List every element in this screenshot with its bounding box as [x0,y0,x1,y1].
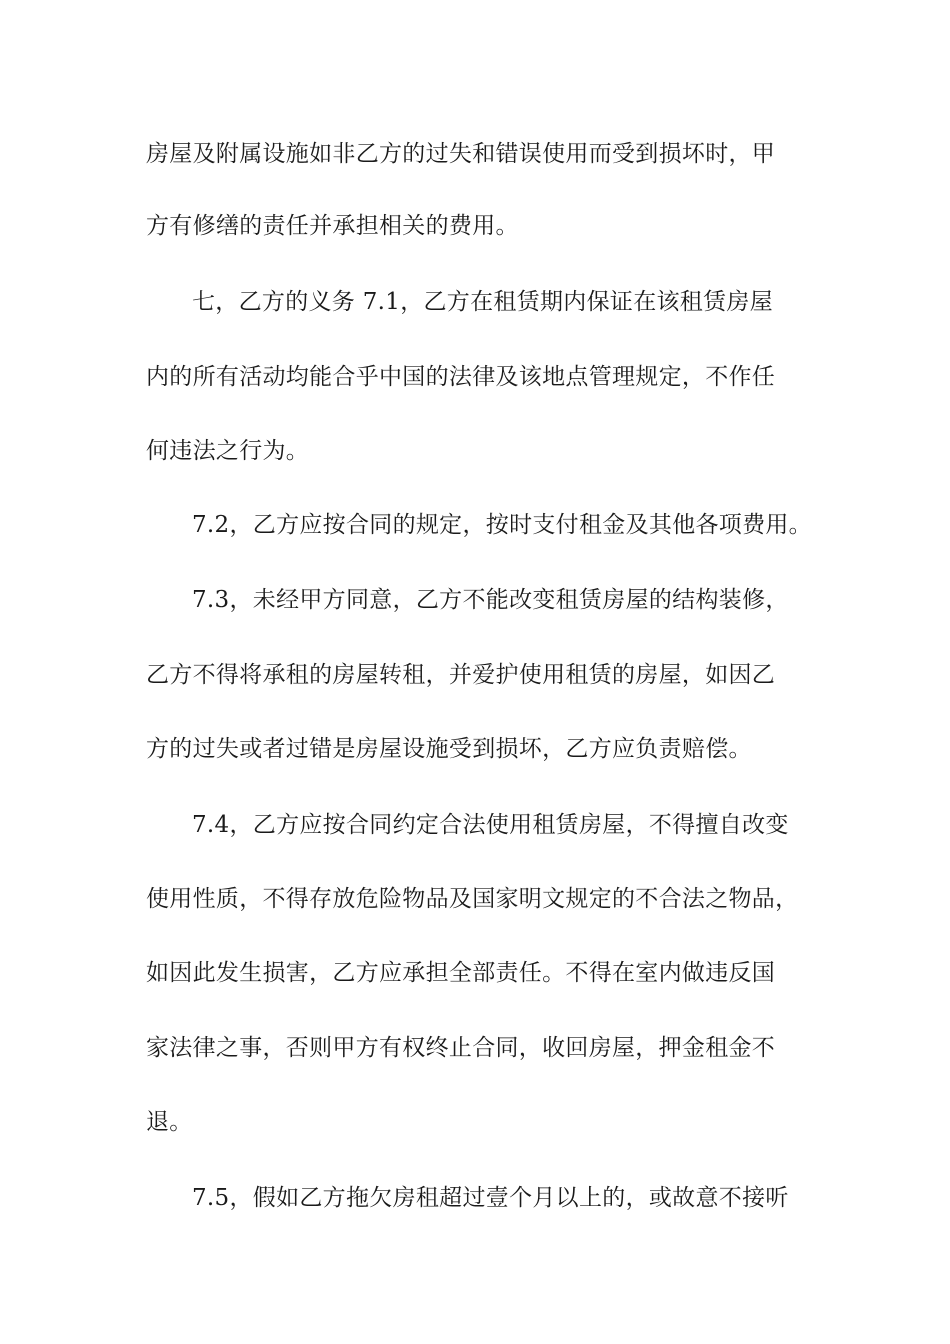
text-line: 退。 [146,1109,193,1135]
text-line: 家法律之事，否则甲方有权终止合同，收回房屋，押金租金不 [146,1035,776,1061]
text-line: 使用性质，不得存放危险物品及国家明文规定的不合法之物品， [146,886,799,912]
text-line: 如因此发生损害，乙方应承担全部责任。不得在室内做违反国 [146,960,776,986]
text-line: 7.5，假如乙方拖欠房租超过壹个月以上的，或故意不接听 [192,1185,789,1211]
text-line: 7.4，乙方应按合同约定合法使用租赁房屋，不得擅自改变 [192,812,789,838]
text-line: 房屋及附属设施如非乙方的过失和错误使用而受到损坏时，甲 [146,141,776,167]
text-line: 7.3，未经甲方同意，乙方不能改变租赁房屋的结构装修， [192,587,789,613]
text-line: 7.2，乙方应按合同的规定，按时支付租金及其他各项费用。 [192,512,812,538]
text-line: 方有修缮的责任并承担相关的费用。 [146,213,519,239]
text-line: 乙方不得将承租的房屋转租，并爱护使用租赁的房屋，如因乙 [146,662,776,688]
text-line: 何违法之行为。 [146,438,310,464]
text-line: 七，乙方的义务 7.1，乙方在租赁期内保证在该租赁房屋 [192,289,773,315]
text-line: 内的所有活动均能合乎中国的法律及该地点管理规定，不作任 [146,364,776,390]
text-line: 方的过失或者过错是房屋设施受到损坏，乙方应负责赔偿。 [146,736,752,762]
